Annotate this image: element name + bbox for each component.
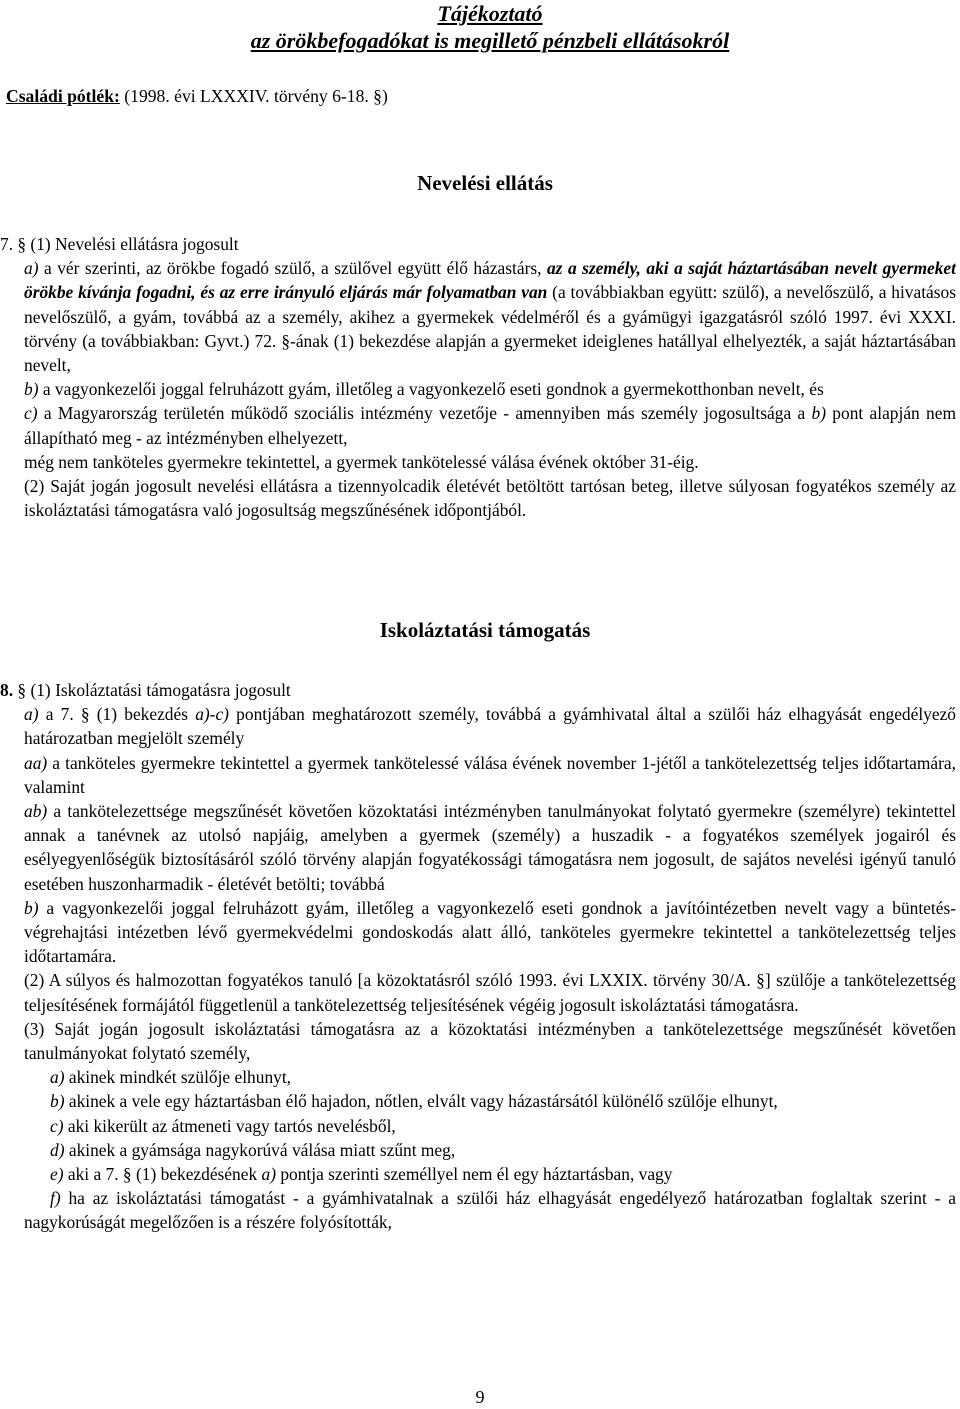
csaladi-potlek-line (6, 84, 388, 108)
page-number: 9 (475, 1387, 485, 1407)
csaladi-potlek-reference: (1998. évi LXXXIV. törvény 6-18. §) (119, 86, 388, 106)
s8-point-a: a) a 7. § (1) bekezdés a)-c) pontjában meghatározott személy, továbbá a gyámhivatal által a szülői ház elhagyását engedélyező határozatban megjelölt személy (24, 704, 956, 749)
title-line-1: Tájékoztató (437, 1, 543, 26)
section-8 (0, 678, 956, 1235)
s7-point-b: b) a vagyonkezelői joggal felruházott gyám, illetőleg a vagyonkezelő eseti gondnok a gyermekotthonban nevelt, és (24, 379, 824, 400)
s8-item-e: e) aki a 7. § (1) bekezdésének a) pontja szerinti személlyel nem él egy háztartásban, vagy (50, 1164, 673, 1185)
heading-iskolaztatas: Iskoláztatási támogatás (379, 618, 591, 642)
s7-line-1: 7. § (1) Nevelési ellátásra jogosult (0, 234, 239, 254)
s8-point-ab: ab) a tankötelezettsége megszűnését követően közoktatási intézményben tanulmányokat folytató gyermekre (személyre) tekintettel annak a tanévnek az utolsó napjáig, amelyben a gyermek (személy) a huszadik - a fogyatékos személyek jogairól és esélyegyenlőségük biztosításáról szóló törvény alapján fogyatékossági támogatásra nem jogosult, de sajátos nevelési igényű tanuló esetében huszonharmadik - életévét betölti; továbbá (24, 801, 956, 894)
s8-point-aa: aa) a tanköteles gyermekre tekintettel a gyermek tankötelessé válása évének november 1-jétől a tankötelezettség teljes időtartamára, valamint (24, 752, 956, 797)
s8-item-a: a) akinek mindkét szülője elhunyt, (50, 1067, 292, 1088)
s7-paragraph-2: (2) Saját jogán jogosult nevelési ellátásra a tizennyolcadik életévét betöltött tartósan beteg, illetve súlyosan fogyatékos személy az iskoláztatási támogatásra való jogosultság megszűnésének időpontjából. (24, 476, 956, 521)
s8-item-c: c) aki kikerült az átmeneti vagy tartós nevelésből, (50, 1115, 396, 1136)
s8-line-1: 8. § (1) Iskoláztatási támogatásra jogosult (0, 680, 291, 700)
s8-item-d: d) akinek a gyámsága nagykorúvá válása miatt szűnt meg, (50, 1139, 456, 1160)
s8-paragraph-3: (3) Saját jogán jogosult iskoláztatási támogatásra az a közoktatási intézményben a tankötelezettsége megszűnését követően tanulmányokat folytató személy, (24, 1018, 956, 1064)
heading-neveles: Nevelési ellátás (417, 171, 553, 195)
s8-item-b: b) akinek a vele egy háztartásban élő hajadon, nőtlen, elvált vagy házastársától különélő szülője elhunyt, (50, 1091, 778, 1112)
s8-paragraph-2: (2) A súlyos és halmozottan fogyatékos tanuló [a közoktatásról szóló 1993. évi LXXIX. törvény 30/A. §] szülője a tankötelezettség teljesítésének formájától függetlenül a tankötelezettség teljesítésének végéig jogosult iskoláztatási támogatásra. (24, 970, 956, 1015)
title-line-2: az örökbefogadókat is megillető pénzbeli ellátásokról (250, 28, 730, 53)
s7-point-c: c) a Magyarország területén működő szociális intézmény vezetője - amennyiben más személy jogosultsága a b) pont alapján nem állapítható meg - az intézményben elhelyezett, (24, 403, 956, 448)
s7-meg-line: még nem tanköteles gyermekre tekintettel, a gyermek tankötelessé válása évének október 31-éig. (24, 451, 699, 472)
s8-item-f: f) ha az iskoláztatási támogatást - a gyámhivatalnak a szülői ház elhagyását engedélyező határozatban foglaltak szerint - a nagykorúságát megelőzően is a részére folyósították, (24, 1188, 956, 1233)
section-7 (0, 232, 956, 522)
s7-point-a: a) a vér szerinti, az örökbe fogadó szülő, a szülővel együtt élő házastárs, az a személy, aki a saját háztartásában nevelt gyermeket örökbe kívánja fogadni, és az erre irányuló eljárás már folyamatban van (a továbbiakban együtt: szülő), a nevelőszülő, a hivatásos nevelőszülő, a gyám, továbbá az a személy, akihez a gyermekek védelméről és a gyámügyi igazgatásról szóló 1997. évi XXXI. törvény (a továbbiakban: Gyvt.) 72. §-ának (1) bekezdése alapján a gyermeket ideiglenes hatállyal elhelyezték, a saját háztartásában nevelt, (24, 258, 956, 376)
csaladi-potlek-label: Családi pótlék: (6, 86, 120, 106)
s8-point-b: b) a vagyonkezelői joggal felruházott gyám, illetőleg a vagyonkezelő eseti gondnok a javítóintézetben nevelt vagy a büntetés-végrehajtási intézetben lévő gyermekvédelmi gondoskodás alatt álló, tanköteles gyermekre tekintettel a tankötelezettség teljes időtartamára. (24, 897, 956, 967)
